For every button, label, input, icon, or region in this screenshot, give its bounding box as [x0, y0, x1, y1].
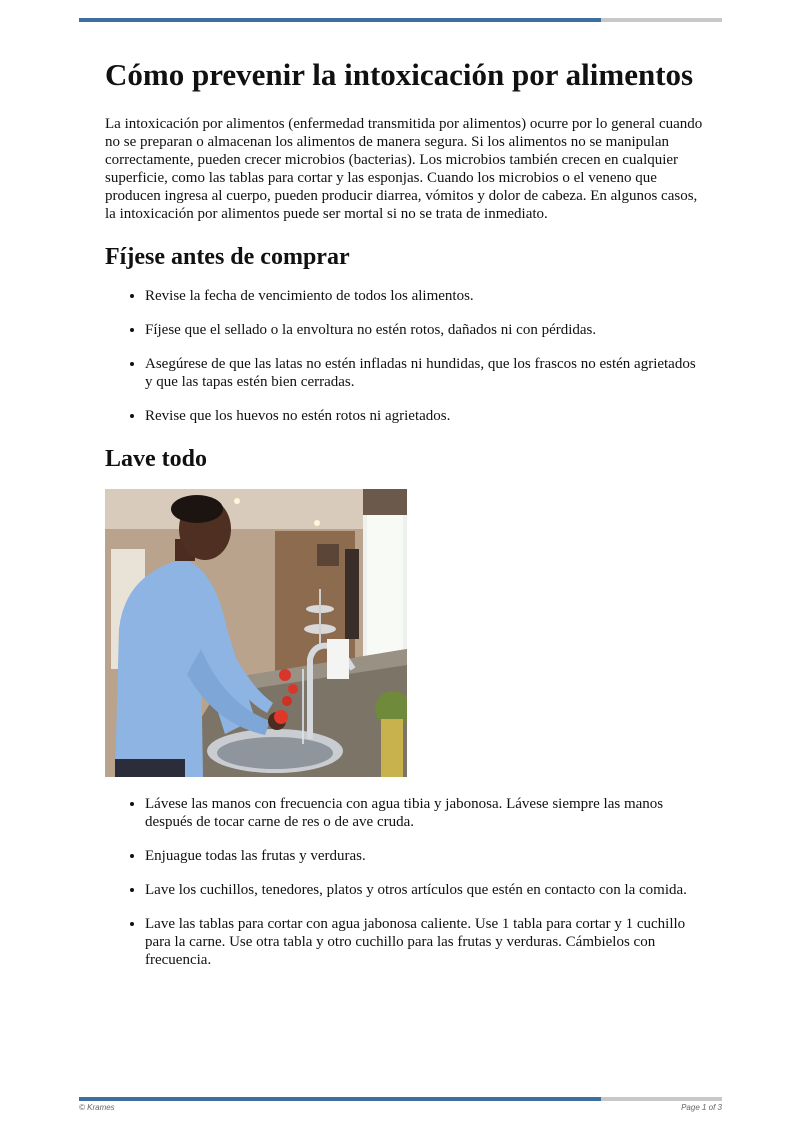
list-item: • Enjuague todas las frutas y verduras.: [145, 847, 705, 865]
article-content: [105, 56, 705, 989]
bottom-rule-accent: [79, 1097, 601, 1101]
list-item: • Revise que los huevos no estén rotos ni agrietados.: [145, 407, 705, 425]
check-list: [105, 287, 705, 425]
intro-paragraph: La intoxicación por alimentos (enfermedad transmitida por alimentos) ocurre por lo general cuando no se preparan o almacenan los alimentos de manera segura. Si los alimentos no se manipulan correctamente, pueden crecer microbios (bacterias). Los microbios también crecen en cualquier superficie, como las tablas para cortar y las esponjas. Cuando los microbios o el veneno que producen ingresa al cuerpo, pueden producir diarrea, vómitos y dolor de cabeza. En algunos casos, la intoxicación por alimentos puede ser mortal si no se trata de inmediato.: [105, 116, 703, 222]
section-heading-check: Fíjese antes de comprar: [105, 244, 350, 270]
top-rule-accent: [79, 18, 601, 22]
list-item: • Asegúrese de que las latas no estén infladas ni hundidas, que los frascos no estén agrietados y que las tapas estén bien cerradas.: [145, 355, 705, 391]
footer-copyright: © Krames: [79, 1103, 115, 1112]
list-item: • Revise la fecha de vencimiento de todos los alimentos.: [145, 287, 705, 305]
list-item: • Lave las tablas para cortar con agua jabonosa caliente. Use 1 tabla para cortar y 1 cuchillo para la carne. Use otra tabla y otro cuchillo para las frutas y verduras. Cámbielos con frecuencia.: [145, 915, 705, 969]
section-heading-wash: Lave todo: [105, 446, 207, 472]
list-item: • Fíjese que el sellado o la envoltura no estén rotos, dañados ni con pérdidas.: [145, 321, 705, 339]
wash-list: [105, 795, 705, 969]
list-item: • Lave los cuchillos, tenedores, platos y otros artículos que estén en contacto con la comida.: [145, 881, 705, 899]
page-title: Cómo prevenir la intoxicación por alimentos: [105, 57, 694, 92]
man-washing-tomatoes-photo: [105, 489, 407, 777]
footer-page-number: Page 1 of 3: [681, 1103, 722, 1112]
top-progress-rule: [79, 18, 722, 22]
bottom-progress-rule: [79, 1097, 722, 1101]
list-item: • Lávese las manos con frecuencia con agua tibia y jabonosa. Lávese siempre las manos después de tocar carne de res o de ave cruda.: [145, 795, 705, 831]
